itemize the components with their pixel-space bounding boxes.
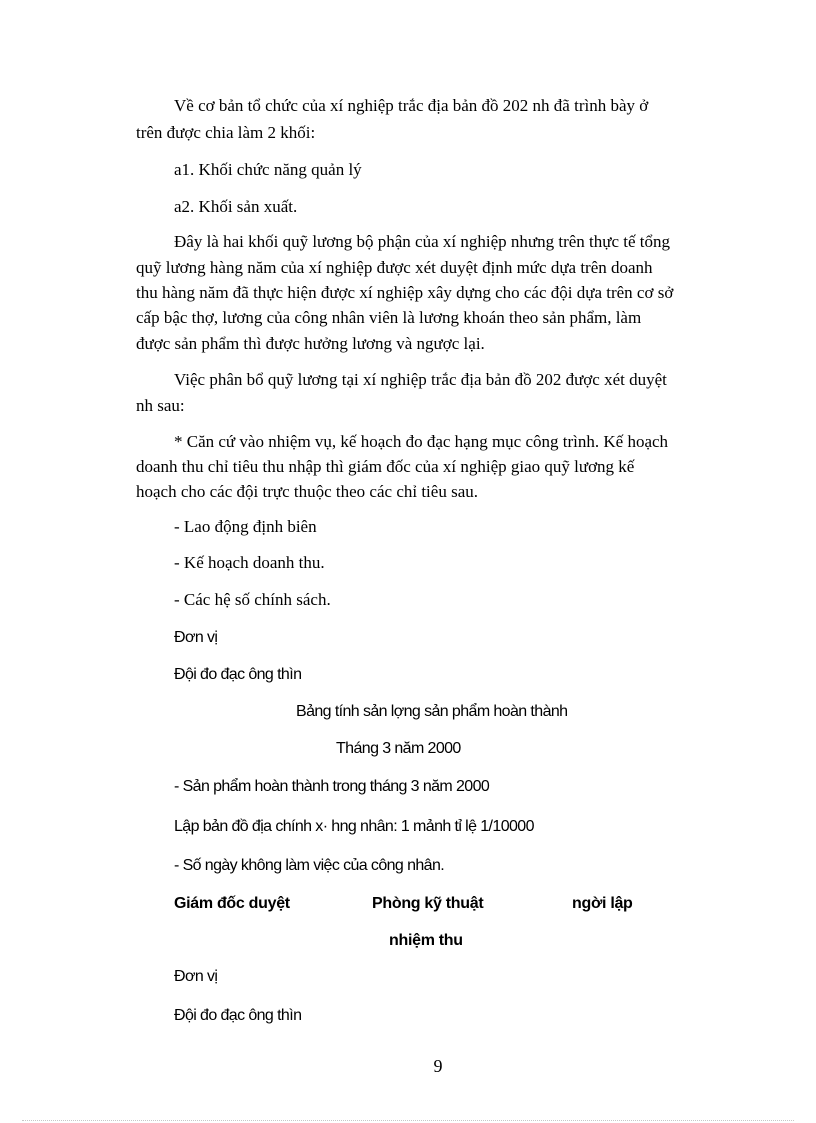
item-a1: a1. Khối chức năng quản lý xyxy=(174,160,362,179)
signature-director: Giám đốc duyệt xyxy=(174,895,290,912)
map-line: Lập bản đồ địa chính x· hng nhân: 1 mảnh tỉ lệ 1/10000 xyxy=(174,818,534,835)
unit-label: Đơn vị xyxy=(174,629,218,646)
signature-technical: Phòng kỹ thuật xyxy=(372,895,484,912)
list-item: - Các hệ số chính sách. xyxy=(174,590,331,609)
paragraph-2-line-5: được sản phẩm thì được hưởng lương và ngược lại. xyxy=(136,334,485,353)
signature-preparer: ngời lập xyxy=(572,895,633,912)
team-label: Đội đo đạc ông thìn xyxy=(174,666,302,683)
paragraph-2-line-4: cấp bậc thợ, lương của công nhân viên là lương khoán theo sản phẩm, làm xyxy=(136,308,642,327)
team-label: Đội đo đạc ông thìn xyxy=(174,1007,302,1024)
paragraph-4-line-1: * Căn cứ vào nhiệm vụ, kế hoạch đo đạc hạng mục công trình. Kế hoạch xyxy=(174,432,669,451)
list-item: - Kế hoạch doanh thu. xyxy=(174,553,325,572)
days-line: - Số ngày không làm việc của công nhân. xyxy=(174,857,445,874)
unit-label: Đơn vị xyxy=(174,968,218,985)
paragraph-2-line-3: thu hàng năm đã thực hiện được xí nghiệp xây dựng cho các đội dựa trên cơ sở xyxy=(136,283,674,302)
page-bottom-divider xyxy=(22,1120,794,1121)
paragraph-2-line-1: Đây là hai khối quỹ lương bộ phận của xí nghiệp nhưng trên thực tế tổng xyxy=(174,232,671,251)
products-line: - Sản phẩm hoàn thành trong tháng 3 năm 2000 xyxy=(174,778,490,795)
paragraph-4-line-3: hoạch cho các đội trực thuộc theo các chỉ tiêu sau. xyxy=(136,482,478,501)
item-a2: a2. Khối sản xuất. xyxy=(174,197,298,216)
paragraph-1-line-1: Về cơ bản tổ chức của xí nghiệp trắc địa bản đồ 202 nh đã trình bày ở xyxy=(174,96,649,115)
list-item: - Lao động định biên xyxy=(174,517,317,536)
paragraph-2-line-2: quỹ lương hàng năm của xí nghiệp được xét duyệt định mức dựa trên doanh xyxy=(136,258,653,277)
signature-technical-sub: nhiệm thu xyxy=(389,932,463,949)
paragraph-4-line-2: doanh thu chỉ tiêu thu nhập thì giám đốc của xí nghiệp giao quỹ lương kế xyxy=(136,457,635,476)
paragraph-3-line-2: nh sau: xyxy=(136,396,185,415)
paragraph-3-line-1: Việc phân bổ quỹ lương tại xí nghiệp trắc địa bản đồ 202 được xét duyệt xyxy=(174,370,667,389)
table-month: Tháng 3 năm 2000 xyxy=(336,740,461,757)
paragraph-1-line-2: trên được chia làm 2 khối: xyxy=(136,123,316,142)
table-title: Bảng tính sản lợng sản phẩm hoàn thành xyxy=(296,703,568,720)
page-number: 9 xyxy=(433,1056,443,1076)
